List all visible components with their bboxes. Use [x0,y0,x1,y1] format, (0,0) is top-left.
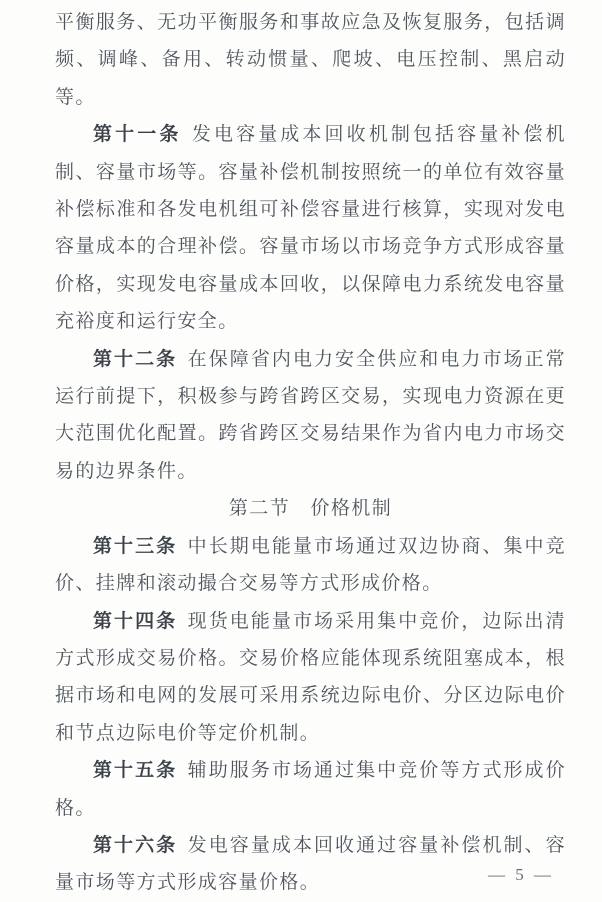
paragraph-article-11 [55,116,566,340]
article-11-text: 发电容量成本回收机制包括容量补偿机制、容量市场等。容量补偿机制按照统一的单位有效容量补偿标准和各发电机组可补偿容量进行核算，实现对发电容量成本的合理补偿。容量市场以市场竞争方式形成容量价格，实现发电容量成本回收，以保障电力系统发电容量充裕度和运行安全。 [55,124,566,333]
article-16-label: 第十六条 [93,834,178,856]
article-14-text: 现货电能量市场采用集中竞价，边际出清方式形成交易价格。交易价格应能体现系统阻塞成本，根据市场和电网的发展可采用系统边际电价、分区边际电价和节点边际电价等定价机制。 [55,610,567,744]
paragraph-continued-from-previous-page: 平衡服务、无功平衡服务和事故应急及恢复服务，包括调频、调峰、备用、转动惯量、爬坡、电压控制、黑启动等。 [55,12,566,108]
page-number: — 5 — [488,865,554,884]
article-12-label: 第十二条 [93,348,178,370]
article-12-text: 在保障省内电力安全供应和电力市场正常运行前提下，积极参与跨省跨区交易，实现电力资源在更大范围优化配置。跨省跨区交易结果作为省内电力市场交易的边界条件。 [55,348,567,482]
article-11-label: 第十一条 [93,124,182,146]
paragraph-article-14 [55,603,566,753]
article-15-label: 第十五条 [93,760,178,782]
article-15-text: 辅助服务市场通过集中竞价等方式形成价格。 [55,760,567,819]
article-16-text: 发电容量成本回收通过容量补偿机制、容量市场等方式形成容量价格。 [55,834,567,894]
paragraph-article-12 [55,341,566,491]
paragraph-article-15 [55,752,566,827]
section-heading-price-mechanism: 第二节 价格机制 [228,498,393,520]
article-13-text: 中长期电能量市场通过双边协商、集中竞价、挂牌和滚动撮合交易等方式形成价格。 [55,535,567,595]
paragraph-article-13 [55,528,566,603]
article-14-label: 第十四条 [93,610,178,632]
article-13-label: 第十三条 [93,535,178,557]
